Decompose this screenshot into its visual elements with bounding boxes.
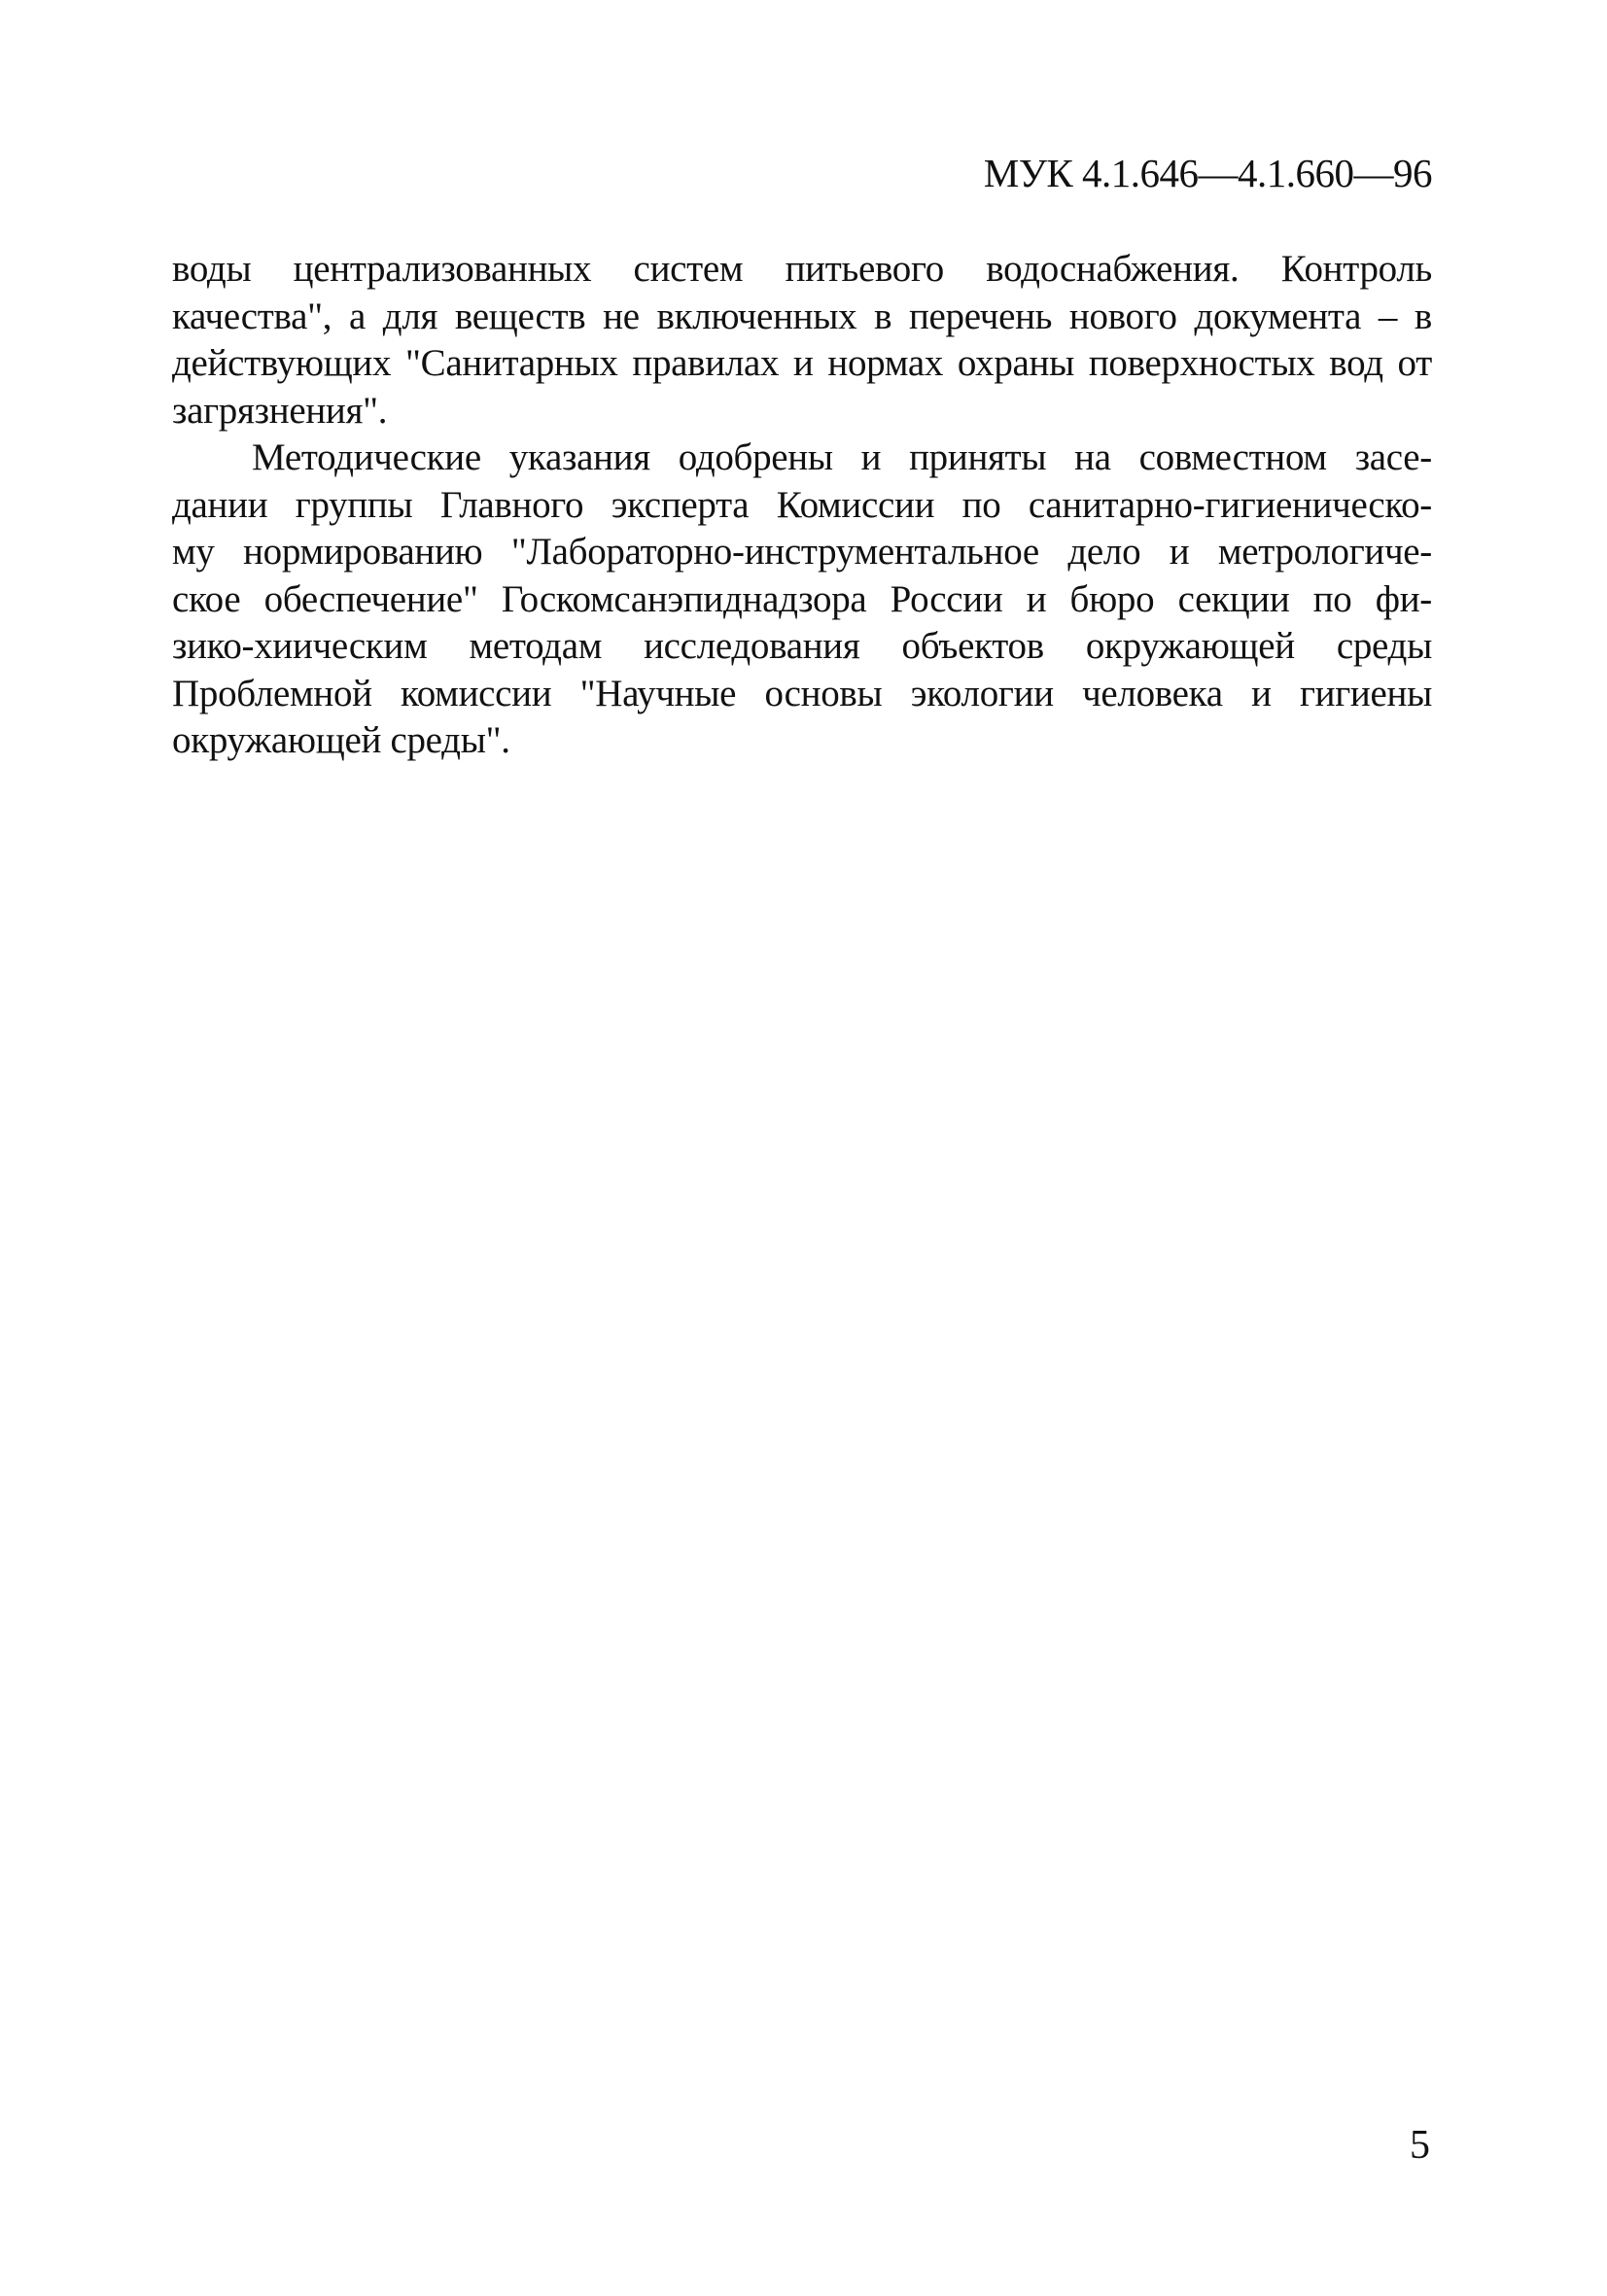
paragraph-2-line-3: му нормированию "Лабораторно-инструментальное дело и метрологиче- [172, 531, 1432, 573]
paragraph-1-line-1: воды централизованных систем питьевого водоснабжения. Контроль [172, 248, 1432, 290]
document-body [172, 246, 1432, 765]
document-code-header: МУК 4.1.646—4.1.660—96 [983, 151, 1432, 195]
page-number: 5 [1410, 2123, 1430, 2168]
paragraph-1-line-2: качества", а для веществ не включенных в перечень нового документа – в [172, 295, 1432, 337]
paragraph-1-line-4: загрязнения". [172, 389, 388, 432]
paragraph-2-line-7: окружающей среды". [172, 719, 510, 761]
paragraph-2-line-6: Проблемной комиссии "Научные основы экологии человека и гигиены [172, 672, 1432, 714]
paragraph-2 [172, 435, 1432, 765]
paragraph-2-line-1: Методические указания одобрены и приняты на совместном засе- [252, 436, 1432, 478]
paragraph-1 [172, 246, 1432, 435]
paragraph-1-line-3: действующих "Санитарных правилах и нормах охраны поверхностых вод от [172, 342, 1432, 384]
paragraph-2-line-5: зико-хиическим методам исследования объектов окружающей среды [172, 625, 1432, 667]
paragraph-2-line-2: дании группы Главного эксперта Комиссии по санитарно-гигиеническо- [172, 483, 1432, 526]
paragraph-2-line-4: ское обеспечение" Госкомсанэпиднадзора России и бюро секции по фи- [172, 577, 1432, 620]
